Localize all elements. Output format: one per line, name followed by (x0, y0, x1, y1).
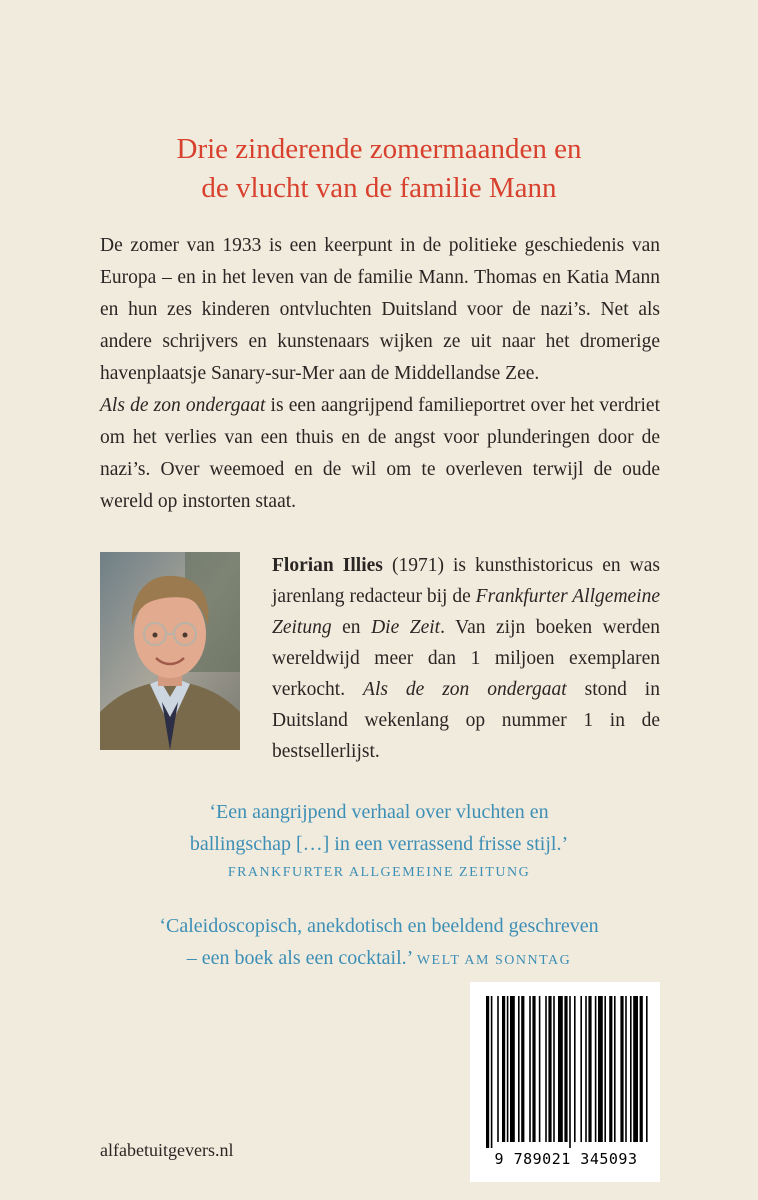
isbn-number: 9 789021 345093 (494, 1150, 638, 1168)
barcode-bar (580, 996, 582, 1142)
quote-1-source: FRANKFURTER ALLGEMEINE ZEITUNG (227, 865, 531, 880)
barcode-bar (502, 996, 505, 1142)
isbn-barcode (470, 982, 660, 1182)
quote-2-source: WELT AM SONNTAG (416, 953, 572, 968)
bio-book-title: Als de zon ondergaat (363, 679, 567, 700)
headline (60, 130, 698, 208)
barcode-bar (518, 996, 520, 1142)
summary-paragraph-1: De zomer van 1933 is een keerpunt in de politieke geschiedenis van Europa – en in het leven van de familie Mann. Thomas en Katia Mann en hun zes kinderen ontvluchten Duitsland voor de nazi’s. Net als andere schrijvers en kunstenaars wijken ze uit naar het dromerige havenplaatsje Sanary-sur-Mer aan de Middellandse Zee. (100, 235, 660, 384)
barcode-bar (564, 996, 567, 1142)
barcode-bar (598, 996, 603, 1142)
barcode-bar (553, 996, 555, 1142)
barcode-bar (625, 996, 627, 1142)
bio-newspaper-1: Frankfurter Allgemeine Zeitung (272, 586, 661, 638)
quote-1-line-2: ballingschap […] in een verrassend frisse stijl.’ (189, 833, 569, 855)
barcode-bar (640, 996, 643, 1142)
barcode-bar (545, 996, 547, 1142)
barcode-bar (646, 996, 648, 1142)
quote-2-line-2-wrap (60, 942, 698, 977)
summary (100, 230, 660, 518)
barcode-bar (609, 996, 612, 1142)
summary-book-title: Als de zon ondergaat (100, 395, 266, 416)
barcode-bar (595, 996, 597, 1142)
barcode-bar (521, 996, 524, 1142)
summary-paragraph-2 (100, 390, 660, 518)
barcode-bar (585, 996, 587, 1142)
barcode-bar (558, 996, 563, 1142)
barcode-bar (574, 996, 576, 1142)
author-name: Florian Illies (272, 555, 383, 576)
barcode-bar (569, 996, 571, 1148)
author-photo (100, 552, 240, 750)
barcode-bar (620, 996, 623, 1142)
barcode-bar (491, 996, 493, 1148)
headline-line-2: de vlucht van de familie Mann (201, 172, 557, 204)
barcode-bar (497, 996, 499, 1142)
bio-text-3: . Van zijn boeken werden wereldwijd meer dan 1 miljoen exemplaren verkocht. (272, 617, 660, 700)
barcode-bar (604, 996, 606, 1142)
publisher-website[interactable]: alfabetuitgevers.nl (100, 1140, 234, 1160)
bio-text-2: en (331, 617, 372, 638)
barcode-bar (588, 996, 591, 1142)
barcode-bar (548, 996, 551, 1142)
author-portrait-icon (100, 552, 240, 750)
headline-line-1: Drie zinderende zomermaanden en (176, 133, 582, 165)
summary-paragraph-2-text: is een aangrijpend familieportret over het verdriet om het verlies van een thuis en de angst voor plunderingen door de nazi’s. Over weemoed en de wil om te overleven terwijl de oude wereld op instorten staat. (100, 395, 660, 512)
author-bio (272, 550, 660, 767)
bio-text-4: stond in Duitsland wekenlang op nummer 1 in de bestsellerlijst. (272, 679, 660, 762)
barcode-bar (529, 996, 531, 1142)
quote-2-line-1: ‘Caleidoscopisch, anekdotisch en beeldend geschreven (159, 915, 599, 937)
review-quote-1 (60, 796, 698, 886)
bio-newspaper-2: Die Zeit (371, 617, 441, 638)
barcode-bar (486, 996, 489, 1148)
barcode-bar (532, 996, 535, 1142)
barcode-bar (507, 996, 509, 1142)
barcode-bar (539, 996, 541, 1142)
barcode-bar (633, 996, 638, 1142)
barcode-bar (614, 996, 616, 1142)
bio-text-1: (1971) is kunsthistoricus en was jarenlang redacteur bij de (272, 555, 660, 607)
quote-1-line-1: ‘Een aangrijpend verhaal over vluchten en (209, 801, 549, 823)
quote-2-line-2: – een boek als een cocktail.’ (186, 947, 412, 969)
barcode-bar (630, 996, 632, 1142)
review-quote-2 (60, 910, 698, 977)
barcode-bar (510, 996, 515, 1142)
